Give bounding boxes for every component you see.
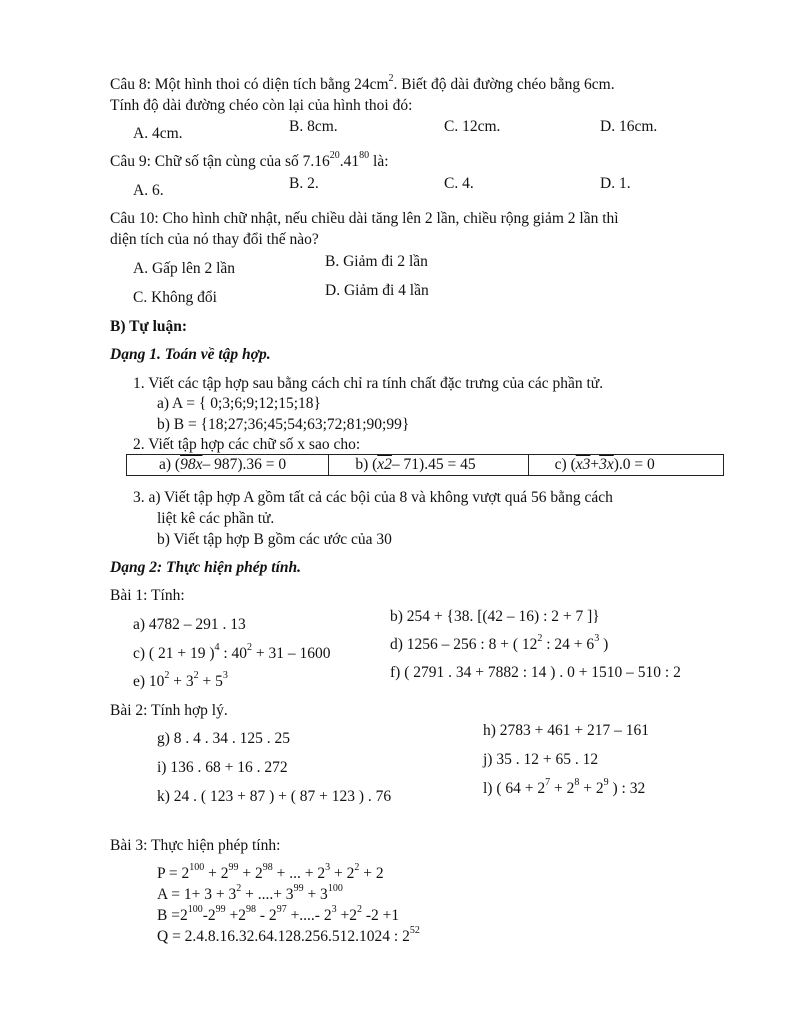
bai1-f: f) ( 2791 . 34 + 7882 : 14 ) . 0 + 1510 – 510 : 2 [390,664,681,681]
q8-option-c: C. 12cm. [444,118,501,135]
equation-c: c) ( x3 + 3x ).0 = 0 [528,455,723,475]
dang1-item1: 1. Viết các tập hợp sau bằng cách chỉ ra tính chất đặc trưng của các phần tử. [133,375,604,392]
bai1-d: d) 1256 – 256 : 8 + ( $12^2$ : $24 + 6^3$ ) [390,632,609,653]
dang1-title: Dạng 1. Toán về tập hợp. [110,346,271,363]
q8-line1: Câu 8: Một hình thoi có diện tích bằng $24cm^2$. Biết độ dài đường chéo bằng 6cm. [110,72,615,93]
bai2-j: j) 35 . 12 + 65 . 12 [483,751,599,768]
q10-option-a: A. Gấp lên 2 lần [133,260,236,277]
bai3-a: $A = 1+ 3 + 3^2$ + ....+ $3^{99} + 3^{100}$ [157,882,343,903]
bai2-k: k) 24 . ( 123 + 87 ) + ( 87 + 123 ) . 76 [157,788,392,805]
equation-a: a) ( 98x – 987).36 = 0 [159,456,287,473]
bai1-heading: Bài 1: Tính: [110,587,185,604]
section-b-heading: B) Tự luận: [110,318,188,335]
bai2-l: l) ( $64 + 2^7 + 2^8 + 2^9$ ) : 32 [483,776,646,797]
q9-option-d: D. 1. [600,175,631,192]
bai3-b: $B =2^{100}-2^{99} +2^{98} - 2^{97}$ +....- $2^3 +2^2$ -2 +1 [157,903,400,924]
q9-option-b: B. 2. [289,175,319,192]
dang1-item1a: a) A = { 0;3;6;9;12;15;18} [157,395,321,412]
q9-line: Câu 9: Chữ số tận cùng của số $7.16^{20}.41^{80}$ là: [110,149,389,170]
bai3-q: Q = 2.4.8.16.32.64.128.256.512.1024 : $2^{52}$ [157,924,420,945]
q10-line1: Câu 10: Cho hình chữ nhật, nếu chiều dài tăng lên 2 lần, chiều rộng giảm 2 lần thì [110,210,619,227]
bai1-e: e) $10^2 + 3^2 + 5^3$ [133,669,228,690]
q9-option-c: C. 4. [444,175,474,192]
q8-option-a: A. 4cm. [133,125,183,142]
dang1-item3-line1: 3. a) Viết tập hợp A gồm tất cả các bội của 8 và không vượt quá 56 bằng cách [133,489,613,506]
dang2-title: Dạng 2: Thực hiện phép tính. [110,559,302,576]
bai2-heading: Bài 2: Tính hợp lý. [110,702,228,719]
q8-line2: Tính độ dài đường chéo còn lại của hình thoi đó: [110,97,413,114]
q10-line2: diện tích của nó thay đổi thế nào? [110,231,319,248]
bai2-i: i) 136 . 68 + 16 . 272 [157,759,288,776]
bai2-h: h) 2783 + 461 + 217 – 161 [483,722,650,739]
dang1-item2: 2. Viết tập hợp các chữ số x sao cho: [133,436,361,453]
bai3-heading: Bài 3: Thực hiện phép tính: [110,837,281,854]
dang1-item1b: b) B = {18;27;36;45;54;63;72;81;90;99} [157,416,410,433]
equation-table [126,454,724,476]
dang1-item3-line2: liệt kê các phần tử. [157,510,275,527]
dang1-item3-line3: b) Viết tập hợp B gồm các ước của 30 [157,531,392,548]
bai2-g: g) 8 . 4 . 34 . 125 . 25 [157,730,291,747]
q10-option-c: C. Không đổi [133,289,217,306]
equation-b: b) ( x2 – 71).45 = 45 [328,455,527,475]
bai1-c: c) ( 21 + 19 )$^4$ : $40^2 + 31 - 1600$ [133,641,331,662]
q10-option-d: D. Giảm đi 4 lần [325,282,429,299]
q8-option-b: B. 8cm. [289,118,338,135]
bai1-b: b) 254 + {38. [(42 – 16) : 2 + 7 ]} [390,608,600,625]
q9-option-a: A. 6. [133,182,164,199]
q10-option-b: B. Giảm đi 2 lần [325,253,428,270]
q8-option-d: D. 16cm. [600,118,658,135]
bai3-p: $P = 2^{100} + 2^{99} + 2^{98}$ + ... + $2^3 + 2^2 + 2$ [157,861,384,882]
bai1-a: a) 4782 – 291 . 13 [133,616,246,633]
